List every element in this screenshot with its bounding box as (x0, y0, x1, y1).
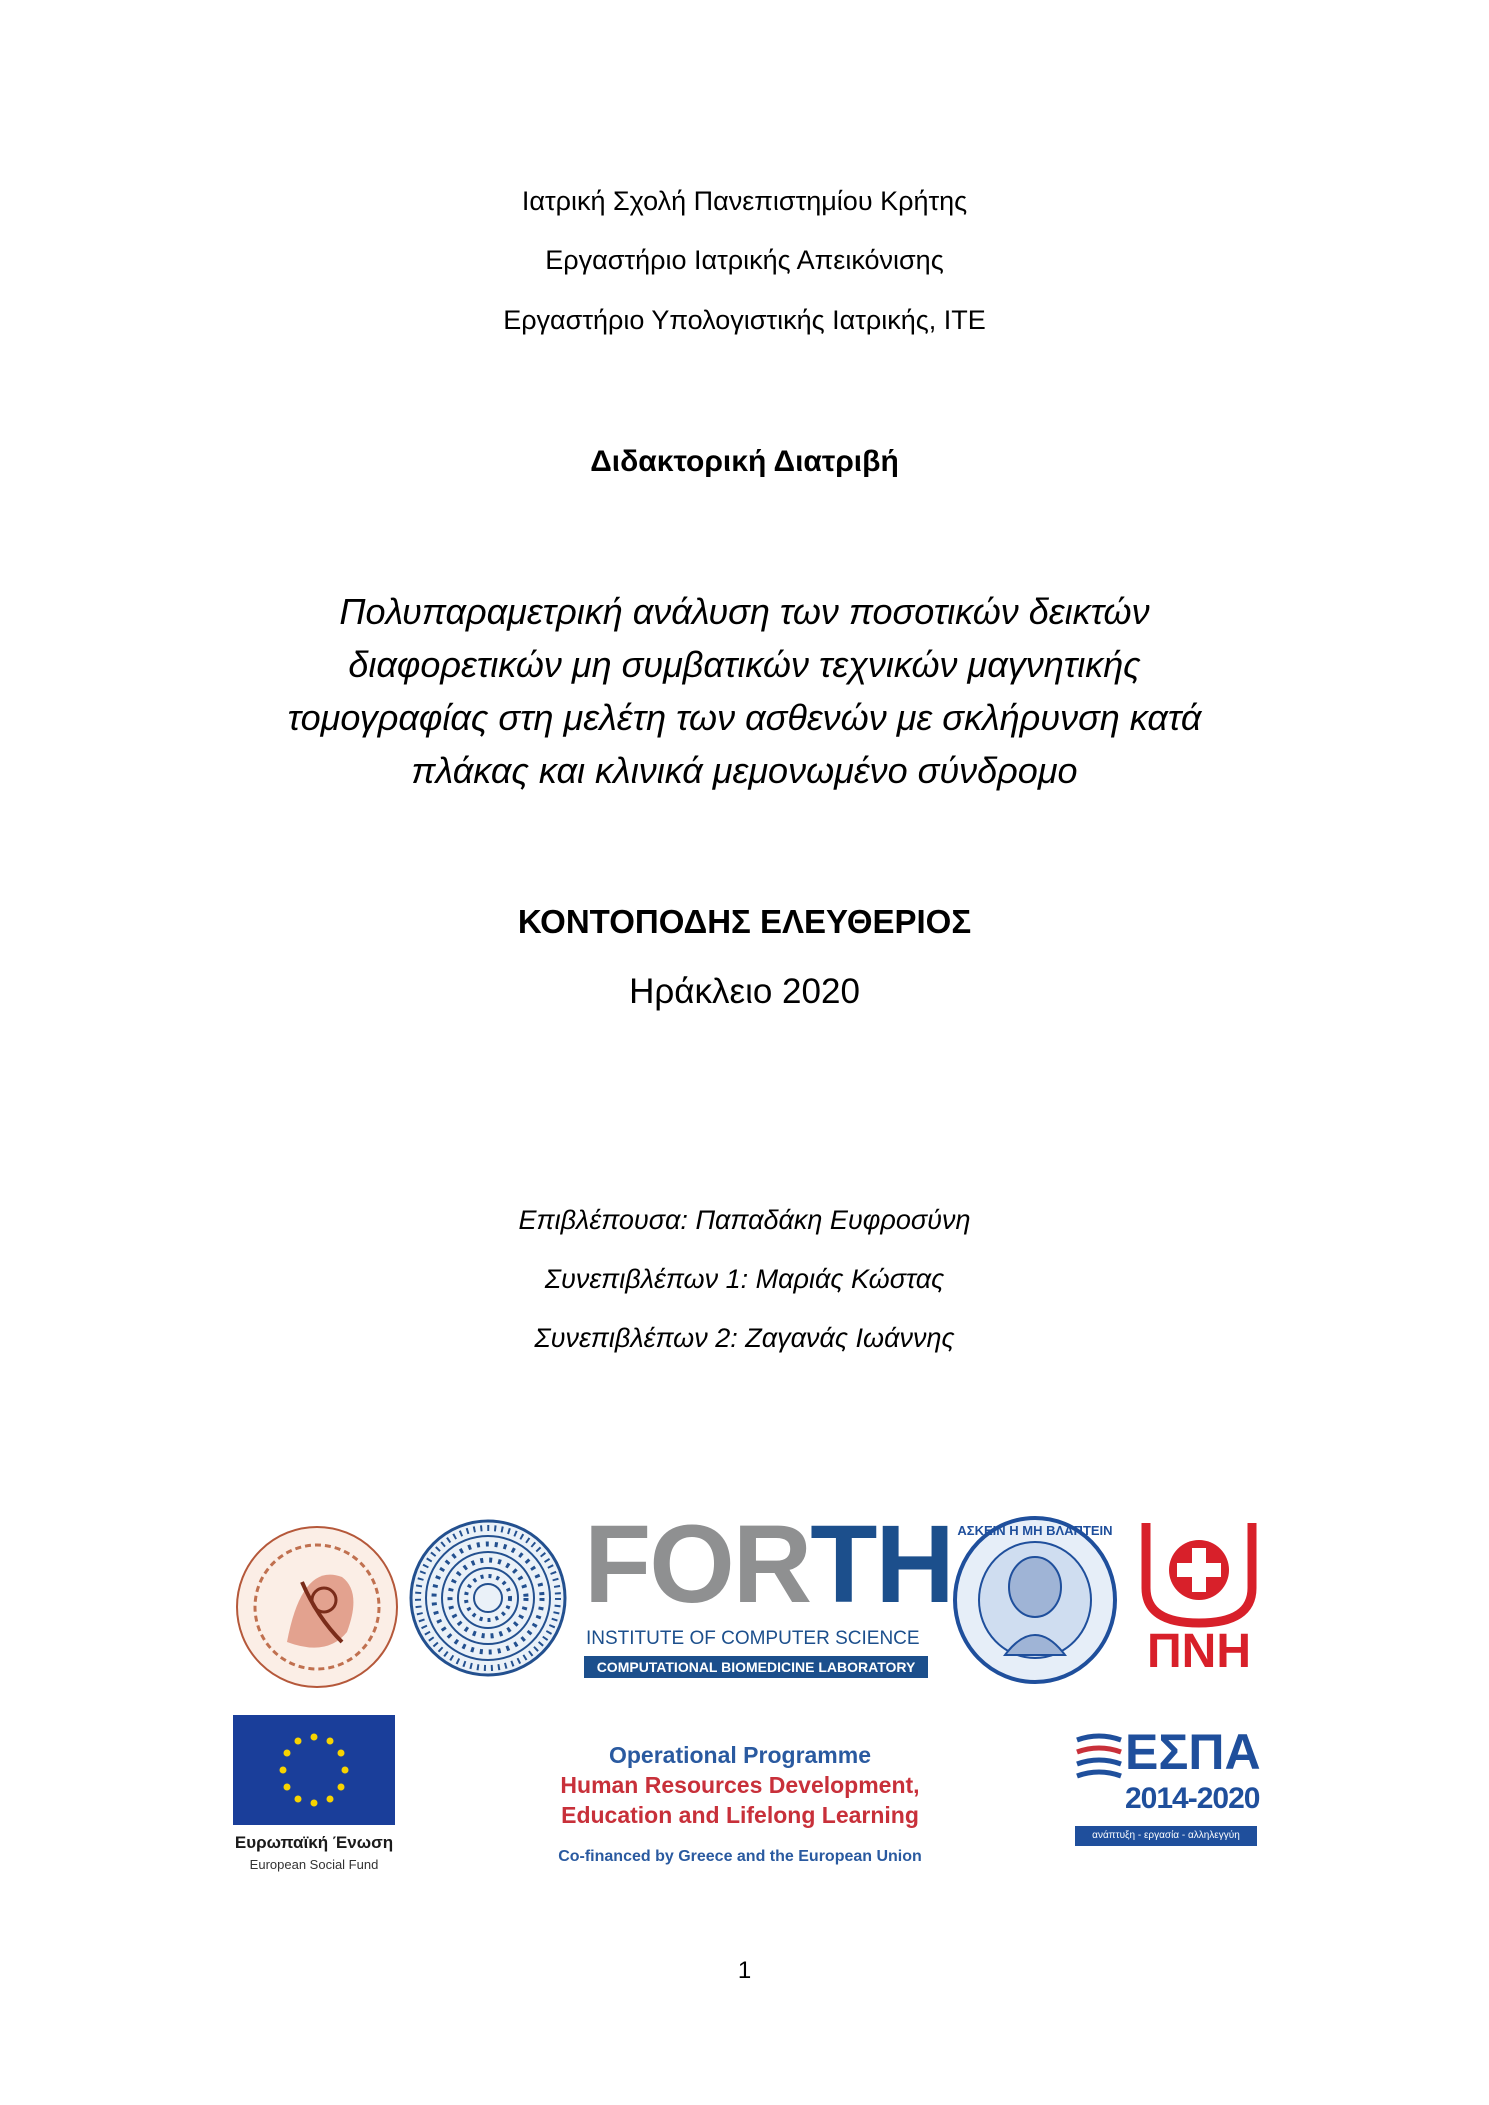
forth-lab-label: COMPUTATIONAL BIOMEDICINE LABORATORY (584, 1656, 928, 1678)
medical-seal-logo (950, 1515, 1120, 1685)
forth-institute-label: INSTITUTE OF COMPUTER SCIENCE (586, 1628, 920, 1649)
eu-label: Ευρωπαϊκή Ένωση (234, 1833, 394, 1852)
place-year: Ηράκλειο 2020 (629, 972, 860, 1011)
op-line-2: Human Resources Development, (560, 1772, 920, 1798)
eu-flag-icon (233, 1715, 395, 1825)
eu-logo (233, 1715, 403, 1875)
op-line-4: Co-financed by Greece and the European Union (558, 1848, 922, 1865)
phaistos-disc-logo-icon (408, 1518, 568, 1678)
supervisor-line-1: Επιβλέπουσα: Παπαδάκη Ευφροσύνη (518, 1205, 971, 1235)
institution-line-2: Εργαστήριο Ιατρικής Απεικόνισης (545, 245, 944, 275)
title-line-1: Πολυπαραμετρική ανάλυση των ποσοτικών δεικτών (339, 591, 1150, 632)
pnh-label: ΠΝΗ (1147, 1625, 1251, 1678)
espa-years: 2014-2020 (1125, 1782, 1260, 1815)
author-name: ΚΟΝΤΟΠΟΔΗΣ ΕΛΕΥΘΕΡΙΟΣ (517, 903, 972, 940)
forth-text-blue: TH (810, 1503, 953, 1626)
op-line-1: Operational Programme (608, 1742, 872, 1768)
university-crete-logo-icon (232, 1522, 402, 1692)
forth-logo (584, 1503, 953, 1678)
thesis-title (0, 585, 1489, 797)
seal-motto: ΑΣΚΕΙΝ Η ΜΗ ΒΛΑΠΤΕΙΝ (957, 1523, 1113, 1538)
op-line-3: Education and Lifelong Learning (561, 1802, 919, 1828)
pnh-logo (1138, 1518, 1260, 1678)
eu-sub-label: European Social Fund (249, 1857, 379, 1872)
supervisor-line-2: Συνεπιβλέπων 1: Μαριάς Κώστας (544, 1264, 945, 1294)
page-number: 1 (737, 1957, 752, 1984)
title-line-3: τομογραφίας στη μελέτη των ασθενών με σκλήρυνση κατά (287, 697, 1202, 738)
institution-line-3: Εργαστήριο Υπολογιστικής Ιατρικής, ΙΤΕ (503, 305, 986, 335)
title-line-4: πλάκας και κλινικά μεμονωμένο σύνδρομο (411, 750, 1078, 791)
espa-logo (1075, 1722, 1260, 1852)
hippocrates-seal-icon (950, 1515, 1120, 1685)
espa-slogan: ανάπτυξη - εργασία - αλληλεγγύη (1075, 1826, 1257, 1846)
espa-title: ΕΣΠΑ (1125, 1724, 1261, 1780)
operational-programme-logo (540, 1740, 940, 1866)
document-type: Διδακτορική Διατριβή (590, 445, 899, 478)
forth-text-gray: FOR (584, 1503, 811, 1626)
espa-flag-waves-icon (1075, 1732, 1123, 1788)
supervisor-line-3: Συνεπιβλέπων 2: Ζαγανάς Ιωάννης (534, 1323, 955, 1353)
pnh-cross-icon (1138, 1518, 1260, 1628)
institution-line-1: Ιατρική Σχολή Πανεπιστημίου Κρήτης (521, 186, 968, 216)
title-line-2: διαφορετικών μη συμβατικών τεχνικών μαγνητικής (348, 644, 1141, 685)
